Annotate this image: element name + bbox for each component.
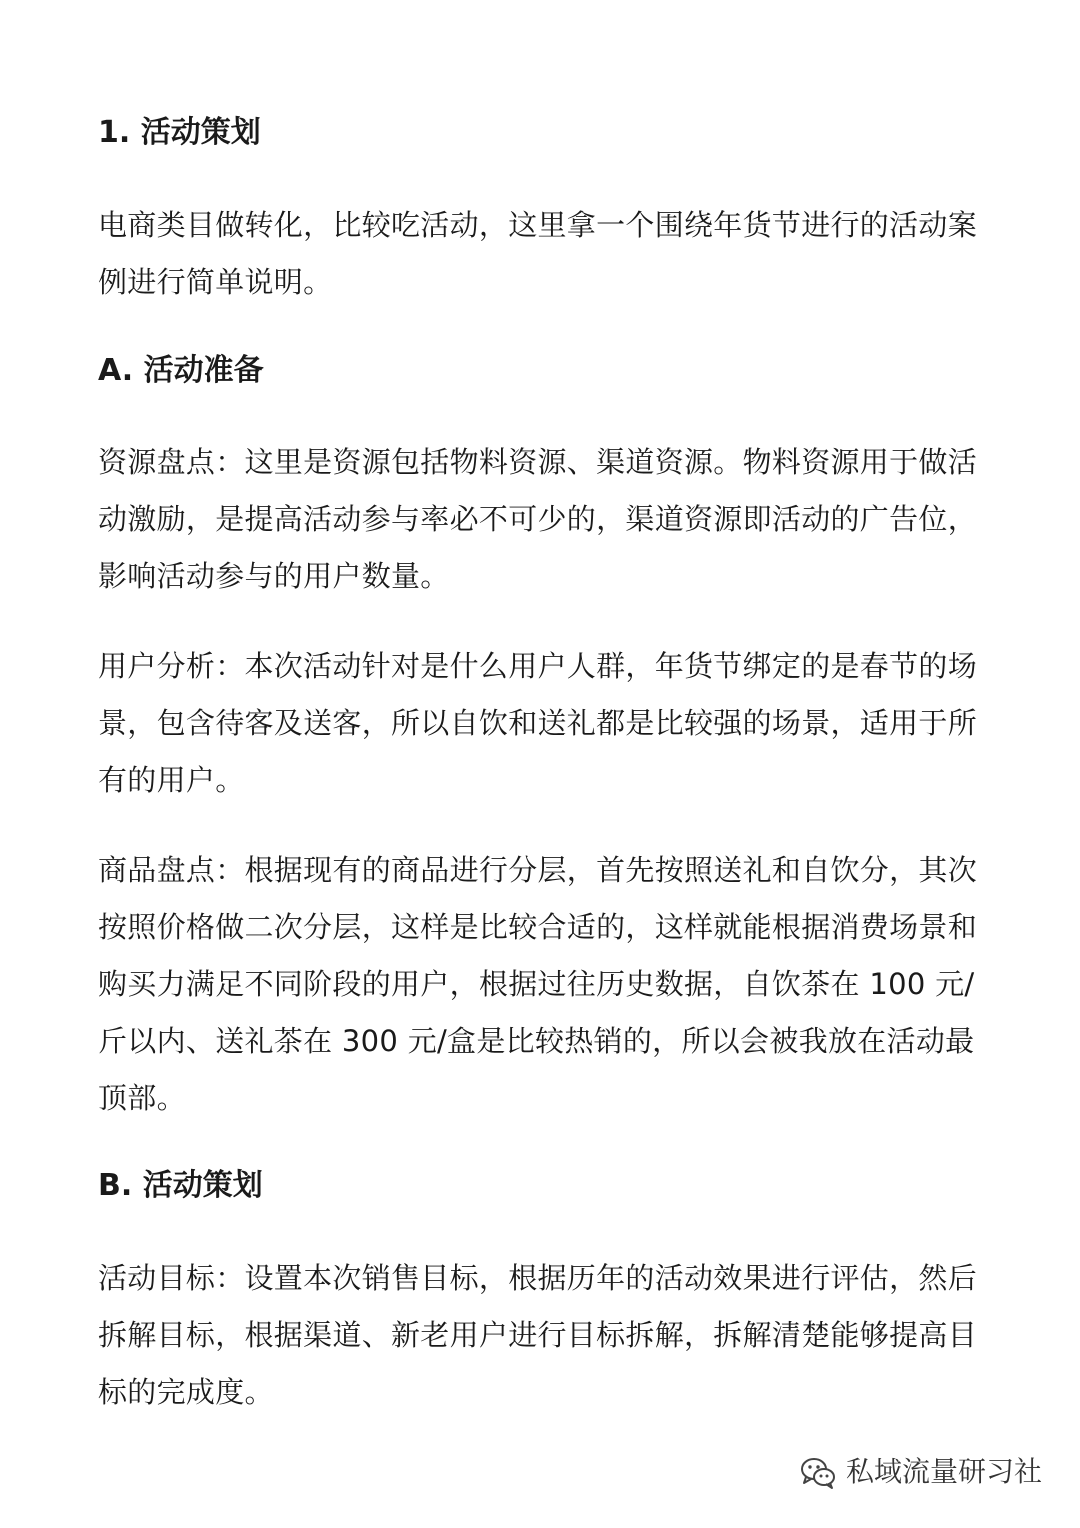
wechat-icon	[798, 1452, 838, 1492]
intro-paragraph: 电商类目做转化，比较吃活动，这里拿一个围绕年货节进行的活动案例进行简单说明。	[98, 208, 978, 299]
watermark	[798, 1452, 1042, 1492]
section-heading-activity-preparation: A. 活动准备	[98, 353, 264, 388]
product-paragraph: 商品盘点：根据现有的商品进行分层，首先按照送礼和自饮分，其次按照价格做二次分层，这样是比较合适的，这样就能根据消费场景和购买力满足不同阶段的用户，根据过往历史数据，自饮茶在 100 元/斤以内、送礼茶在 300 元/盒是比较热销的，所以会被我放在活动最顶部。	[98, 853, 978, 1115]
user-analysis-paragraph: 用户分析：本次活动针对是什么用户人群，年货节绑定的是春节的场景，包含待客及送客，所以自饮和送礼都是比较强的场景，适用于所有的用户。	[98, 649, 978, 797]
section-heading-activity-planning: 1. 活动策划	[98, 115, 261, 150]
goal-paragraph: 活动目标：设置本次销售目标，根据历年的活动效果进行评估，然后拆解目标，根据渠道、新老用户进行目标拆解，拆解清楚能够提高目标的完成度。	[98, 1261, 978, 1409]
watermark-text: 私域流量研习社	[845, 1455, 1042, 1488]
resource-paragraph: 资源盘点：这里是资源包括物料资源、渠道资源。物料资源用于做活动激励，是提高活动参与率必不可少的，渠道资源即活动的广告位，影响活动参与的用户数量。	[98, 445, 978, 593]
section-heading-activity-strategy: B. 活动策划	[98, 1168, 263, 1203]
